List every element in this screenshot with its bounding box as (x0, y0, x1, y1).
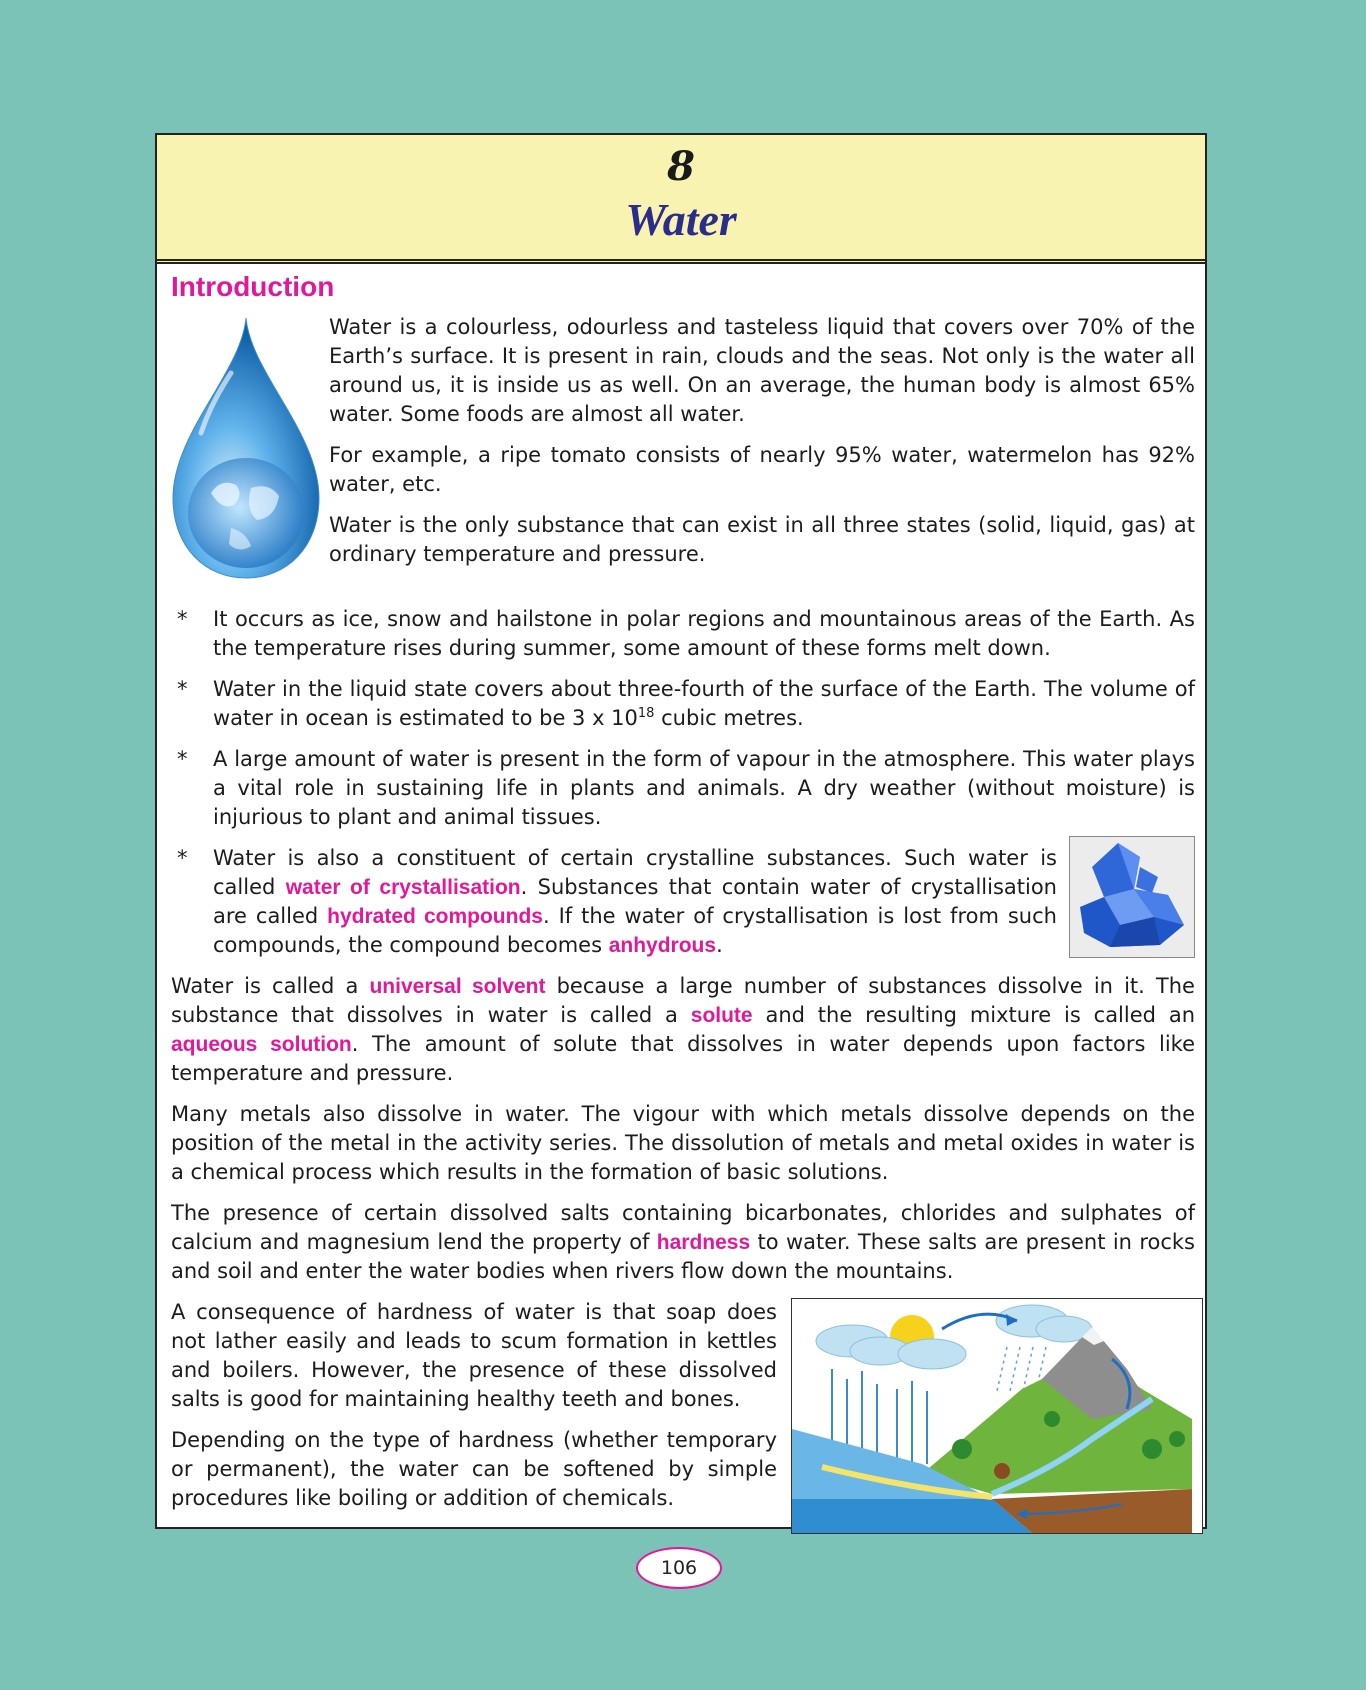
text-run: and the resulting mixture is called an (752, 1003, 1196, 1027)
bullet-text-2-end: cubic metres. (654, 706, 804, 730)
section-heading: Introduction (171, 271, 335, 302)
text-run: . The amount of solute that dissolves in water depends upon factors like temperature and pressure. (171, 1032, 1195, 1085)
text-run: because a large number of substances dissolve in it. The substance that dissolves in water is called a (171, 974, 1195, 1027)
bullet-star: * (177, 607, 188, 631)
bullet-star: * (177, 846, 188, 870)
text-run: . (716, 933, 723, 957)
list-item (171, 844, 1195, 960)
chapter-header (157, 135, 1205, 264)
water-drop-globe-image (171, 313, 321, 583)
keyword-hydrated-compounds: hydrated compounds (327, 905, 543, 928)
copper-sulphate-crystal-image (1069, 836, 1195, 958)
text-run: The presence of certain dissolved salts containing bicarbonates, chlorides and sulphates of calcium and magnesium lend the property of (171, 1201, 1195, 1254)
intro-paragraph-1: Water is a colourless, odourless and tasteless liquid that covers over 70% of the Earth’s surface. It is present in rain, clouds and the seas. Not only is the water all around us, it is inside us as well. On an average, the human body is almost 65% water. Some foods are almost all water. (329, 315, 1195, 426)
list-item (171, 745, 1195, 832)
keyword-hardness: hardness (656, 1231, 751, 1254)
bullet-star: * (177, 677, 188, 701)
bullet-text-4 (213, 844, 1057, 960)
keyword-anhydrous: anhydrous (608, 934, 717, 957)
bullet-text-1: It occurs as ice, snow and hailstone in polar regions and mountainous areas of the Earth. As the temperature rises during summer, some amount of these forms melt down. (213, 607, 1195, 660)
bullet-text-3: A large amount of water is present in the form of vapour in the atmosphere. This water plays a vital role in sustaining life in plants and animals. A dry weather (without moisture) is injurious to plant and animal tissues. (213, 747, 1195, 829)
chapter-content (171, 269, 1195, 1513)
intro-text (329, 313, 1195, 581)
water-cycle-diagram-image (791, 1298, 1203, 1534)
text-run: . If the water of crystallisation is lost from such compounds, the compound becomes (213, 904, 1057, 957)
softening-paragraph: Depending on the type of hardness (whether temporary or permanent), the water can be softened by simple procedures like boiling or addition of chemicals. (171, 1428, 777, 1510)
intro-paragraph-3: Water is the only substance that can exist in all three states (solid, liquid, gas) at ordinary temperature and pressure. (329, 513, 1195, 566)
bullet-star: * (177, 747, 188, 771)
intro-block (171, 313, 1195, 599)
list-item (171, 675, 1195, 733)
exponent: 18 (637, 706, 655, 721)
page-number: 106 (636, 1547, 722, 1589)
hardness-paragraph (171, 1199, 1195, 1286)
keyword-solute: solute (690, 1004, 753, 1027)
list-item (171, 605, 1195, 663)
bullet-text-2: Water in the liquid state covers about three-fourth of the surface of the Earth. The volume of water in ocean is estimated to be 3 x 10 (213, 677, 1195, 730)
text-run: Water is called a (171, 974, 370, 998)
keyword-universal-solvent: universal solvent (369, 975, 546, 998)
textbook-page (155, 133, 1207, 1529)
water-cycle-row (171, 1298, 1195, 1513)
metals-paragraph: Many metals also dissolve in water. The vigour with which metals dissolve depends on the position of the metal in the activity series. The dissolution of metals and metal oxides in water is a chemical process which results in the formation of basic solutions. (171, 1102, 1195, 1184)
text-run: . Substances that contain water of crystallisation are called (213, 875, 1057, 928)
solvent-paragraph (171, 972, 1195, 1088)
chapter-title: Water (625, 194, 737, 245)
chapter-number: 8 (667, 143, 695, 190)
keyword-aqueous-solution: aqueous solution (171, 1033, 352, 1056)
text-run: Water is also a constituent of certain crystalline substances. Such water is called (213, 846, 1057, 899)
intro-paragraph-2: For example, a ripe tomato consists of nearly 95% water, watermelon has 92% water, etc. (329, 443, 1195, 496)
text-run: to water. These salts are present in rocks and soil and enter the water bodies when rivers flow down the mountains. (171, 1230, 1195, 1283)
water-cycle-text (171, 1298, 777, 1513)
consequence-paragraph: A consequence of hardness of water is that soap does not lather easily and leads to scum formation in kettles and boilers. However, the presence of these dissolved salts is good for maintaining healthy teeth and bones. (171, 1300, 777, 1411)
keyword-water-of-crystallisation: water of crystallisation (285, 876, 521, 899)
facts-list (171, 605, 1195, 960)
